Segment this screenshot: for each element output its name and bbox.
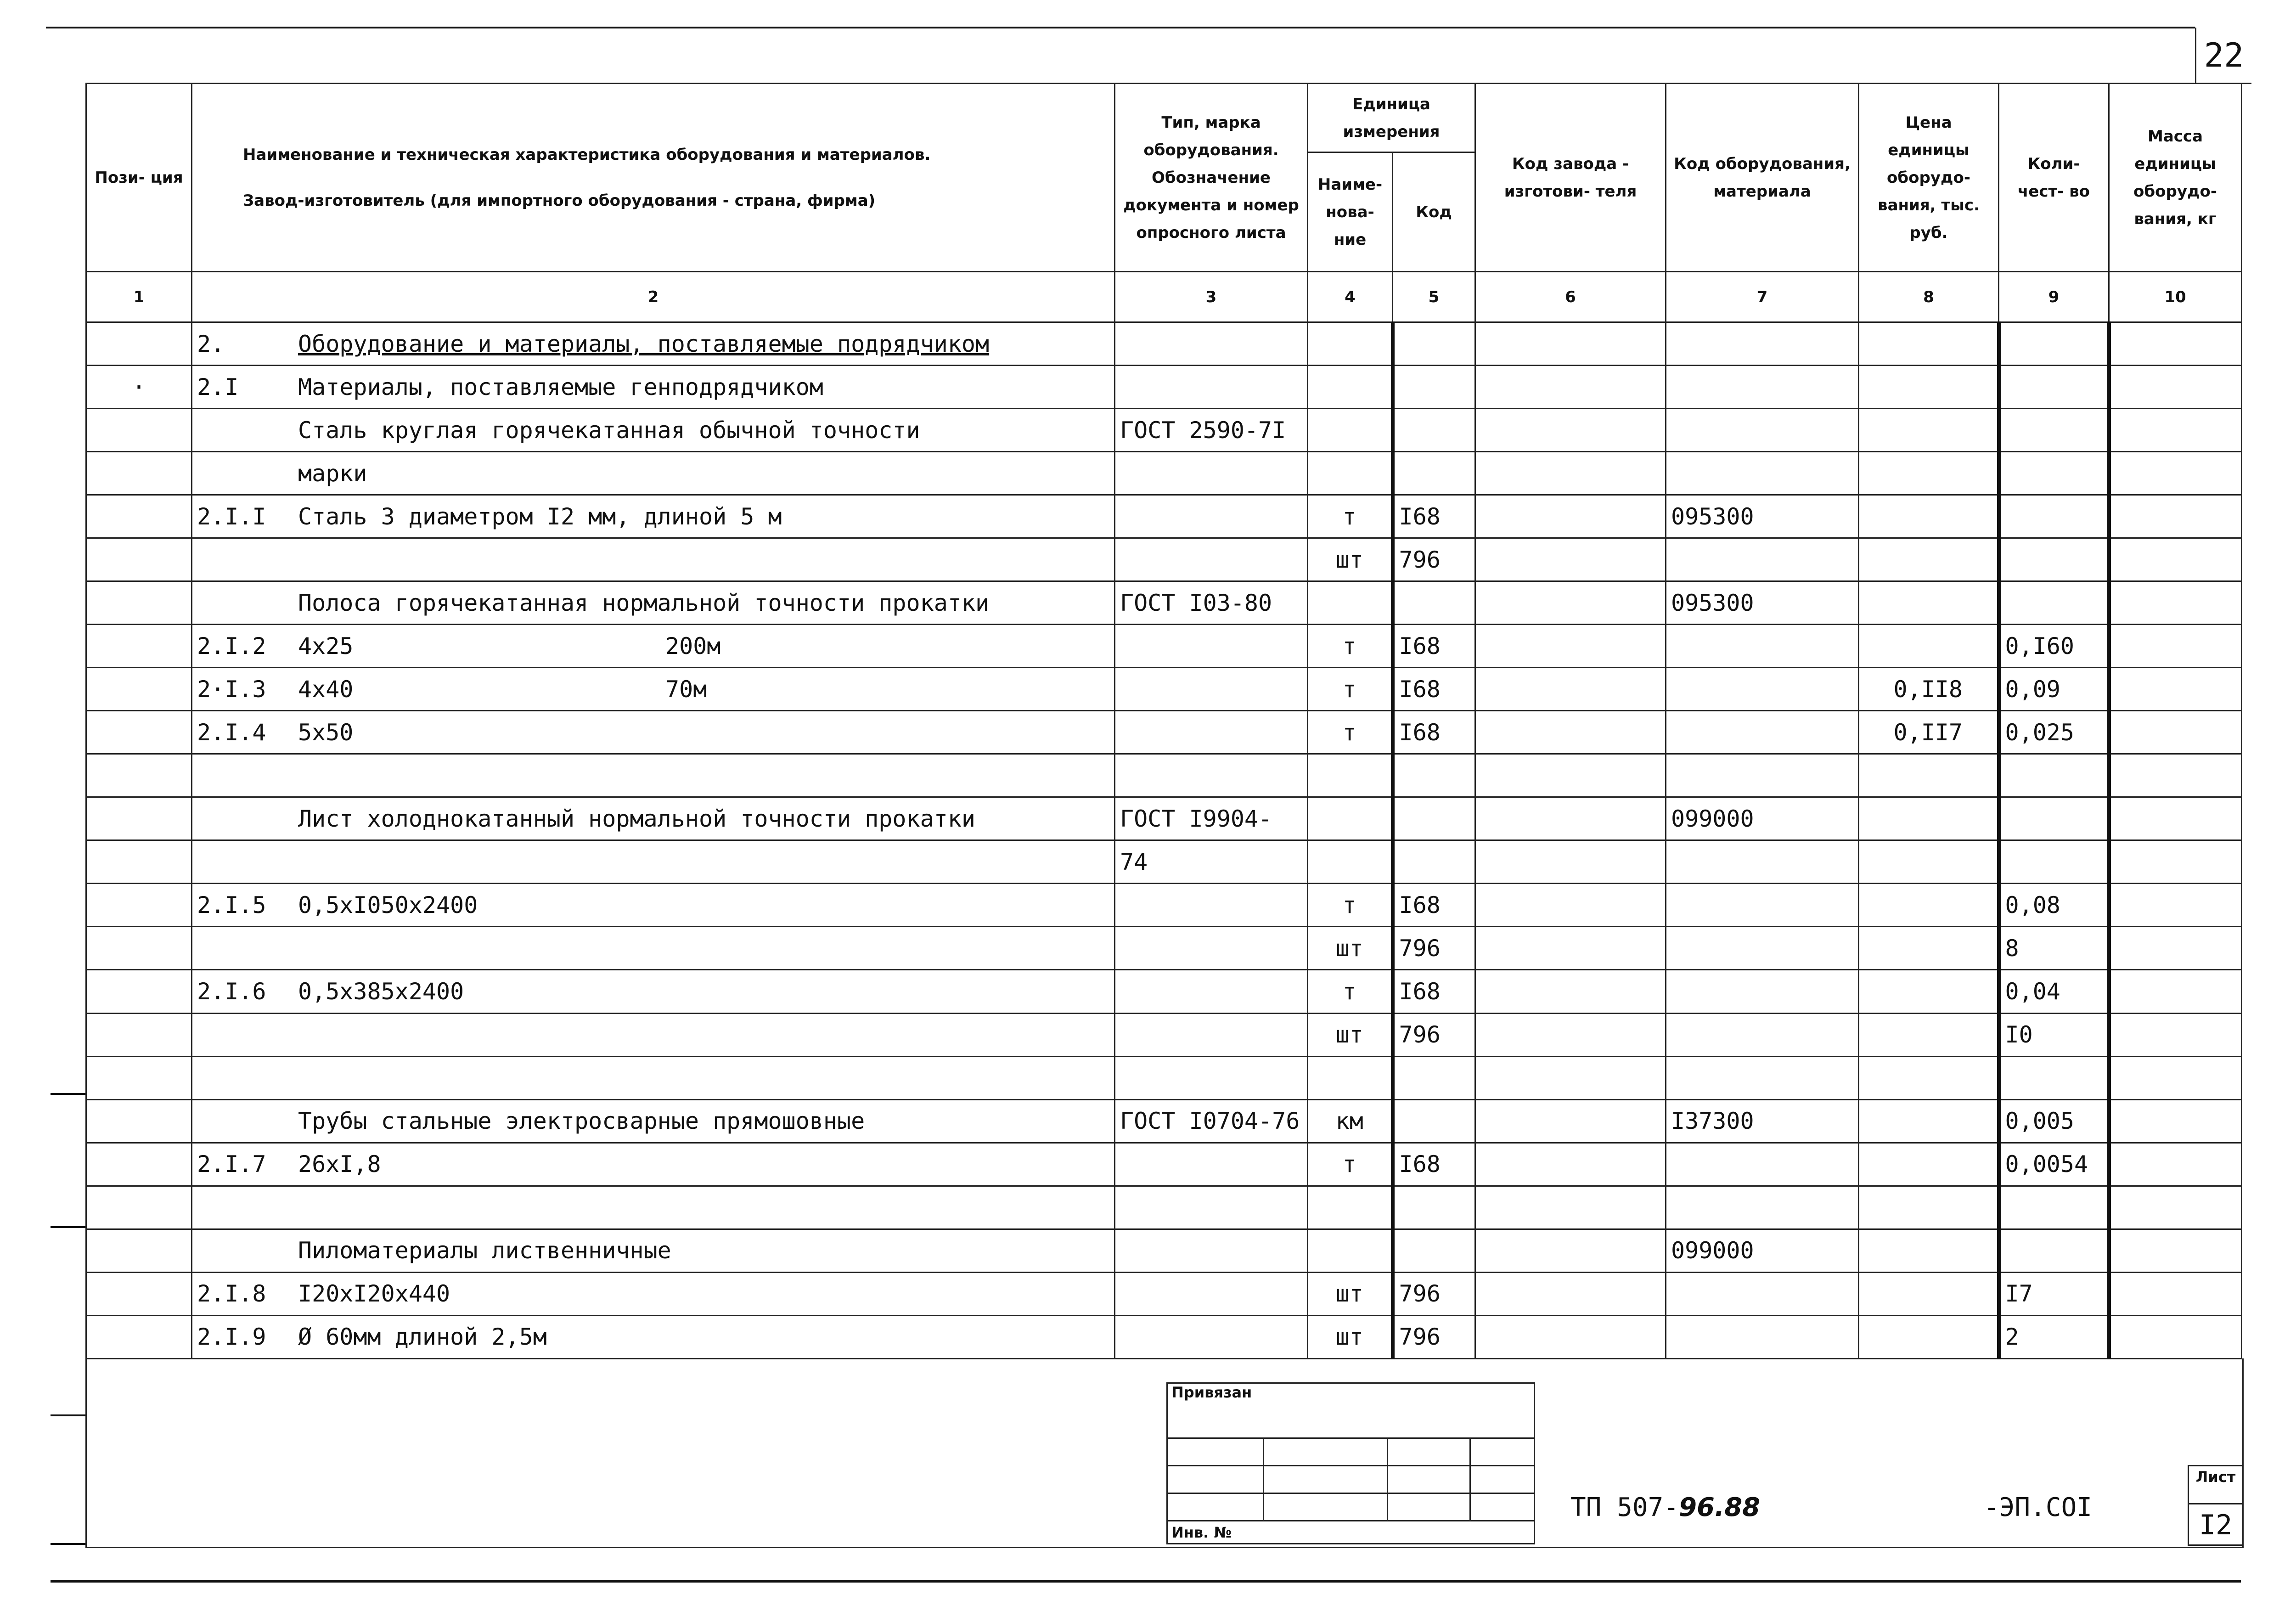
material-code: I37300 bbox=[1666, 1099, 1859, 1143]
item-name: Лист холоднокатанный нормальной точности прокатки bbox=[298, 805, 976, 832]
page-number: 22 bbox=[2195, 28, 2251, 84]
specification-table bbox=[85, 83, 2242, 1359]
unit-name: шт bbox=[1308, 538, 1393, 581]
table-row bbox=[86, 797, 2242, 840]
unit-name: т bbox=[1308, 1143, 1393, 1186]
quantity: 8 bbox=[1999, 927, 2109, 970]
quantity: 0,025 bbox=[1999, 711, 2109, 754]
col-number: 10 bbox=[2109, 272, 2242, 322]
sheet-label: Лист bbox=[2195, 1468, 2236, 1486]
table-row bbox=[86, 1143, 2242, 1186]
col-number: 4 bbox=[1308, 272, 1393, 322]
subsection-number: 2.I bbox=[197, 373, 239, 400]
item-name: Сталь 3 диаметром I2 мм, длиной 5 м bbox=[298, 503, 782, 530]
item-length: 200м bbox=[665, 632, 721, 659]
header-quantity: Коли- чест- во bbox=[1999, 84, 2109, 272]
row-mark: · bbox=[86, 366, 192, 409]
unit-code: I68 bbox=[1393, 1143, 1475, 1186]
table-row bbox=[86, 1186, 2242, 1229]
unit-code: I68 bbox=[1393, 970, 1475, 1013]
sheet-box bbox=[2188, 1465, 2244, 1546]
table-row bbox=[86, 1099, 2242, 1143]
document-number bbox=[1570, 1493, 1760, 1522]
header-unit: Единица измерения bbox=[1308, 84, 1475, 152]
header-name-line1: Наименование и техническая характеристика оборудования и материалов. bbox=[243, 145, 931, 164]
unit-code: 796 bbox=[1393, 1013, 1475, 1056]
quantity: 0,08 bbox=[1999, 884, 2109, 927]
header-name-line2: Завод-изготовитель (для импортного оборудования - страна, фирма) bbox=[243, 191, 876, 210]
table-row bbox=[86, 927, 2242, 970]
quantity: 0,0054 bbox=[1999, 1143, 2109, 1186]
table-row bbox=[86, 322, 2242, 366]
unit-name: шт bbox=[1308, 1013, 1393, 1056]
table-row bbox=[86, 366, 2242, 409]
item-name: Полоса горячекатанная нормальной точности прокатки bbox=[298, 589, 990, 616]
title-block-frame bbox=[85, 1358, 2244, 1548]
unit-code: 796 bbox=[1393, 927, 1475, 970]
item-name: марки bbox=[298, 460, 367, 487]
col-number: 8 bbox=[1859, 272, 1999, 322]
item-name: Пиломатериалы лиственничные bbox=[298, 1237, 671, 1264]
quantity: I0 bbox=[1999, 1013, 2109, 1056]
table-row bbox=[86, 884, 2242, 927]
doc-ref: ГОСТ 2590-7I bbox=[1115, 409, 1308, 452]
stamp-inventory-label: Инв. № bbox=[1167, 1521, 1535, 1544]
unit-name: шт bbox=[1308, 1272, 1393, 1315]
unit-name: т bbox=[1308, 711, 1393, 754]
item-dimension: 4x25 bbox=[298, 632, 354, 659]
unit-price: 0,II7 bbox=[1859, 711, 1999, 754]
col-number: 7 bbox=[1666, 272, 1859, 322]
section-title: Оборудование и материалы, поставляемые подрядчиком bbox=[298, 330, 990, 357]
table-row bbox=[86, 581, 2242, 625]
margin-tick bbox=[51, 1226, 85, 1228]
margin-tick bbox=[51, 1543, 85, 1545]
unit-code: 796 bbox=[1393, 1315, 1475, 1358]
material-code: 095300 bbox=[1666, 581, 1859, 625]
unit-code: 796 bbox=[1393, 538, 1475, 581]
table-row bbox=[86, 452, 2242, 495]
quantity: 0,005 bbox=[1999, 1099, 2109, 1143]
doc-ref: ГОСТ I0704-76 bbox=[1115, 1099, 1308, 1143]
table-row bbox=[86, 1013, 2242, 1056]
header-mass: Масса единицы оборудо- вания, кг bbox=[2109, 84, 2242, 272]
unit-name: шт bbox=[1308, 1315, 1393, 1358]
col-number: 2 bbox=[192, 272, 1115, 322]
item-dimension: I20xI20x440 bbox=[298, 1280, 450, 1307]
table-row bbox=[86, 1272, 2242, 1315]
position-number: 2.I.I bbox=[197, 503, 266, 530]
item-dimension: Ø 60мм длиной 2,5м bbox=[298, 1324, 547, 1351]
item-dimension: 0,5xI050x2400 bbox=[298, 891, 478, 918]
subsection-title: Материалы, поставляемые генподрядчиком bbox=[298, 373, 823, 400]
position-number: 2·I.3 bbox=[197, 676, 266, 703]
document-suffix: -ЭП.СОI bbox=[1984, 1493, 2093, 1522]
table-row bbox=[86, 538, 2242, 581]
col-number: 6 bbox=[1475, 272, 1666, 322]
doc-number-handwritten: 96.88 bbox=[1679, 1493, 1761, 1522]
table-row bbox=[86, 495, 2242, 538]
table-row bbox=[86, 970, 2242, 1013]
unit-name: т bbox=[1308, 668, 1393, 711]
margin-tick bbox=[51, 1414, 85, 1416]
col-number: 9 bbox=[1999, 272, 2109, 322]
col-number: 3 bbox=[1115, 272, 1308, 322]
section-number: 2. bbox=[197, 330, 225, 357]
sheet-number: I2 bbox=[2189, 1503, 2242, 1546]
header-material-code: Код оборудования, материала bbox=[1666, 84, 1859, 272]
unit-name: т bbox=[1308, 495, 1393, 538]
position-number: 2.I.5 bbox=[197, 891, 266, 918]
material-code: 099000 bbox=[1666, 797, 1859, 840]
quantity: 0,04 bbox=[1999, 970, 2109, 1013]
unit-code: I68 bbox=[1393, 668, 1475, 711]
doc-ref: ГОСТ I03-80 bbox=[1115, 581, 1308, 625]
material-code: 095300 bbox=[1666, 495, 1859, 538]
header-plant-code: Код завода - изготови- теля bbox=[1475, 84, 1666, 272]
item-dimension: 4x40 bbox=[298, 676, 354, 703]
unit-code: I68 bbox=[1393, 495, 1475, 538]
binding-stamp bbox=[1166, 1382, 1535, 1544]
table-row bbox=[86, 1229, 2242, 1272]
position-number: 2.I.2 bbox=[197, 632, 266, 659]
header-unit-code: Код bbox=[1393, 152, 1475, 272]
header-name bbox=[192, 84, 1115, 272]
header-type: Тип, марка оборудования. Обозначение документа и номер опросного листа bbox=[1115, 84, 1308, 272]
quantity: I7 bbox=[1999, 1272, 2109, 1315]
position-number: 2.I.9 bbox=[197, 1324, 266, 1351]
position-number: 2.I.4 bbox=[197, 719, 266, 746]
col-number: 1 bbox=[86, 272, 192, 322]
position-number: 2.I.6 bbox=[197, 978, 266, 1005]
item-name: Трубы стальные электросварные прямошовные bbox=[298, 1108, 865, 1135]
material-code: 099000 bbox=[1666, 1229, 1859, 1272]
table-row bbox=[86, 1315, 2242, 1358]
unit-name: км bbox=[1308, 1099, 1393, 1143]
unit-name: т bbox=[1308, 884, 1393, 927]
quantity: 0,09 bbox=[1999, 668, 2109, 711]
header-price: Цена единицы оборудо- вания, тыс. руб. bbox=[1859, 84, 1999, 272]
item-dimension: 5x50 bbox=[298, 719, 354, 746]
unit-name: т bbox=[1308, 625, 1393, 668]
unit-name: шт bbox=[1308, 927, 1393, 970]
unit-code: I68 bbox=[1393, 711, 1475, 754]
position-number: 2.I.7 bbox=[197, 1151, 266, 1178]
header-unit-name: Наиме- нова- ние bbox=[1308, 152, 1393, 272]
position-number: 2.I.8 bbox=[197, 1280, 266, 1307]
margin-tick bbox=[51, 1093, 85, 1095]
stamp-bound-label: Привязан bbox=[1167, 1383, 1535, 1438]
bottom-frame-line bbox=[51, 1580, 2241, 1583]
item-length: 70м bbox=[665, 676, 707, 703]
top-frame-line bbox=[46, 27, 2195, 28]
doc-ref: ГОСТ I9904- bbox=[1115, 797, 1308, 840]
quantity: 2 bbox=[1999, 1315, 2109, 1358]
col-number: 5 bbox=[1393, 272, 1475, 322]
unit-name: т bbox=[1308, 970, 1393, 1013]
table-row bbox=[86, 754, 2242, 797]
table-row bbox=[86, 840, 2242, 884]
table-row bbox=[86, 668, 2242, 711]
item-name: Сталь круглая горячекатанная обычной точности bbox=[298, 417, 920, 444]
doc-number-prefix: ТП 507- bbox=[1570, 1493, 1679, 1522]
quantity: 0,I60 bbox=[1999, 625, 2109, 668]
table-row bbox=[86, 711, 2242, 754]
table-row bbox=[86, 1056, 2242, 1099]
table-row bbox=[86, 409, 2242, 452]
unit-code: 796 bbox=[1393, 1272, 1475, 1315]
header-position: Пози- ция bbox=[86, 84, 192, 272]
item-dimension: 26xI,8 bbox=[298, 1151, 381, 1178]
unit-price: 0,II8 bbox=[1859, 668, 1999, 711]
item-dimension: 0,5x385x2400 bbox=[298, 978, 464, 1005]
unit-code: I68 bbox=[1393, 884, 1475, 927]
unit-code: I68 bbox=[1393, 625, 1475, 668]
table-row bbox=[86, 625, 2242, 668]
doc-ref: 74 bbox=[1115, 840, 1308, 884]
